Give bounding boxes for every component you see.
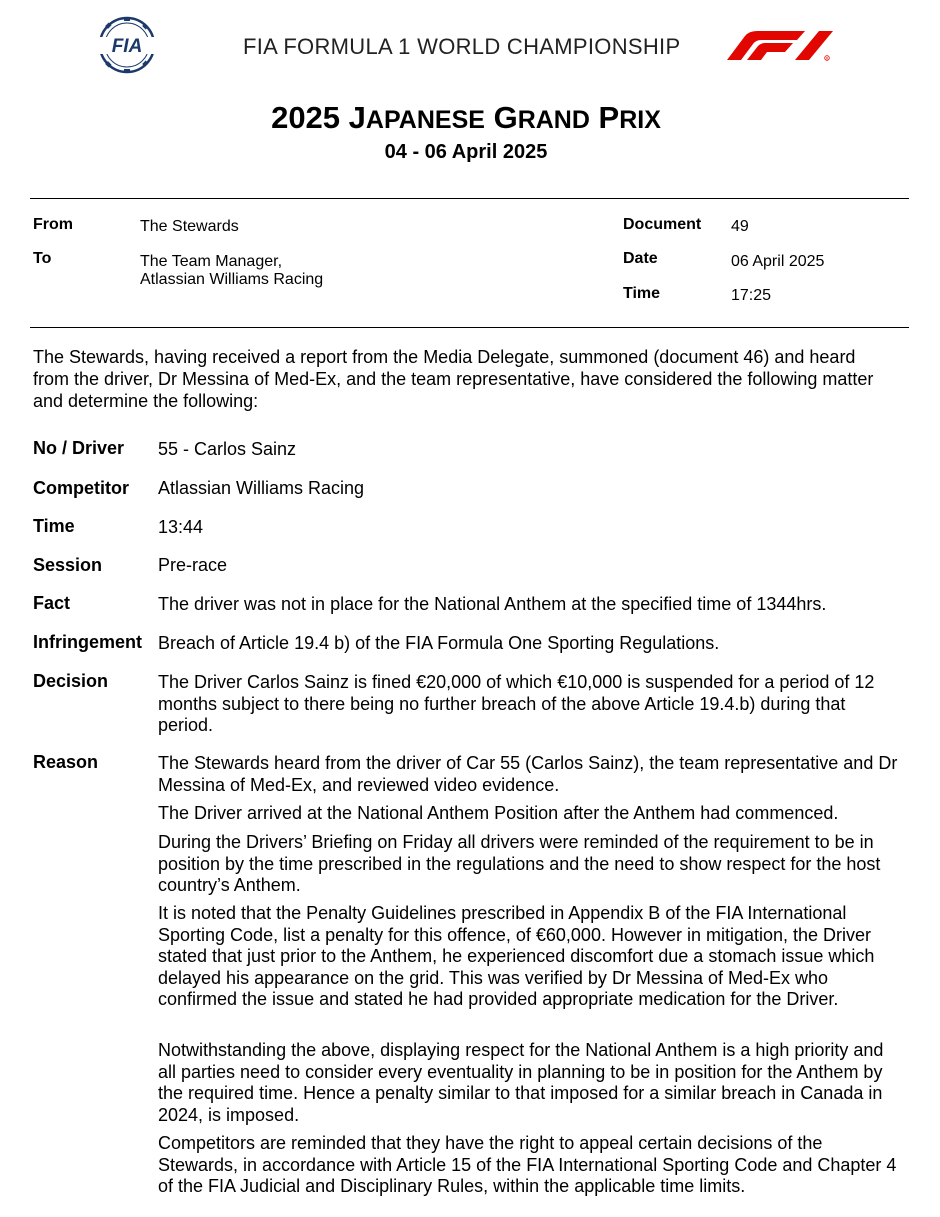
time-value: 17:25 <box>731 287 772 304</box>
time-row-label: Time <box>33 516 75 536</box>
driver-label: No / Driver <box>33 438 125 458</box>
time-row-value: 13:44 <box>158 517 204 537</box>
to-value-line-2: Atlassian Williams Racing <box>140 271 324 288</box>
fia-logo-text: FIA <box>111 36 143 57</box>
to-value-line-1: The Team Manager, <box>140 253 283 270</box>
top-divider <box>30 198 909 199</box>
competitor-value: Atlassian Williams Racing <box>158 478 365 498</box>
event-name-word-3: PRIX <box>598 100 661 135</box>
fia-logo <box>84 16 170 74</box>
fact-label: Fact <box>33 593 71 613</box>
bottom-divider <box>30 327 909 328</box>
driver-value: 55 - Carlos Sainz <box>158 439 297 459</box>
fact-value: The driver was not in place for the National Anthem at the specified time of 1344hrs. <box>158 594 827 614</box>
session-value: Pre-race <box>158 555 228 575</box>
reason-paragraph-2: The Driver arrived at the National Anthem Position after the Anthem had commenced. <box>158 803 839 823</box>
to-value <box>140 253 323 289</box>
decision-label: Decision <box>33 671 109 691</box>
reason-paragraph-6: Competitors are reminded that they have the right to appeal certain decisions of the Stewards, in accordance with Article 15 of the FIA International Sporting Code and Chapter 4 of the FIA Judicial and Disciplinary Rules, within the applicable time limits. <box>158 1133 897 1196</box>
f1-logo <box>723 28 849 64</box>
to-label: To <box>33 250 52 267</box>
date-label: Date <box>623 250 658 267</box>
session-label: Session <box>33 555 103 575</box>
document-label: Document <box>623 216 702 233</box>
reason-label: Reason <box>33 752 99 772</box>
from-value: The Stewards <box>140 218 239 235</box>
event-title <box>0 100 932 136</box>
infringement-label: Infringement <box>33 632 143 652</box>
date-value: 06 April 2025 <box>731 253 825 270</box>
reason-paragraph-3: During the Drivers’ Briefing on Friday all drivers were reminded of the requirement to be in position by the time prescribed in the regulations and the need to show respect for the host country’s Anthem. <box>158 832 881 895</box>
time-label: Time <box>623 285 661 302</box>
event-year: 2025 <box>271 100 341 135</box>
reason-paragraph-4: It is noted that the Penalty Guidelines prescribed in Appendix B of the FIA International Sporting Code, list a penalty for this offence, of €60,000. However in mitigation, the Driver stated that just prior to the Anthem, he experienced discomfort due a stomach issue which delayed his appearance on the grid. This was verified by Dr Messina of Med-Ex who confirmed the issue and stated he had provided appropriate medication for the Driver. <box>158 903 875 1009</box>
competitor-label: Competitor <box>33 478 129 498</box>
intro-paragraph: The Stewards, having received a report from the Media Delegate, summoned (document 46) and heard from the driver, Dr Messina of Med-Ex, and the team representative, have considered the following matter and determine the following: <box>33 347 874 411</box>
svg-text:R: R <box>825 56 829 61</box>
document-value: 49 <box>731 218 749 235</box>
from-label: From <box>33 216 73 233</box>
event-dates: 04 - 06 April 2025 <box>384 141 548 163</box>
reason-paragraph-1: The Stewards heard from the driver of Car 55 (Carlos Sainz), the team representative and Dr Messina of Med-Ex, and reviewed video evidence. <box>158 753 898 795</box>
event-name-word-2: GRAND <box>493 100 590 135</box>
reason-paragraph-5: Notwithstanding the above, displaying respect for the National Anthem is a high priority and all parties need to consider every eventuality in planning to be in position for the Anthem by the required time. Hence a penalty similar to that imposed for a similar breach in Canada in 2024, is imposed. <box>158 1040 884 1125</box>
championship-title: FIA FORMULA 1 WORLD CHAMPIONSHIP <box>243 34 681 59</box>
infringement-value: Breach of Article 19.4 b) of the FIA Formula One Sporting Regulations. <box>158 633 720 653</box>
decision-value: The Driver Carlos Sainz is fined €20,000 of which €10,000 is suspended for a period of 12 months subject to there being no further breach of the above Article 19.4.b) during that period. <box>158 672 875 735</box>
event-name-word-1: JAPANESE <box>348 100 485 135</box>
